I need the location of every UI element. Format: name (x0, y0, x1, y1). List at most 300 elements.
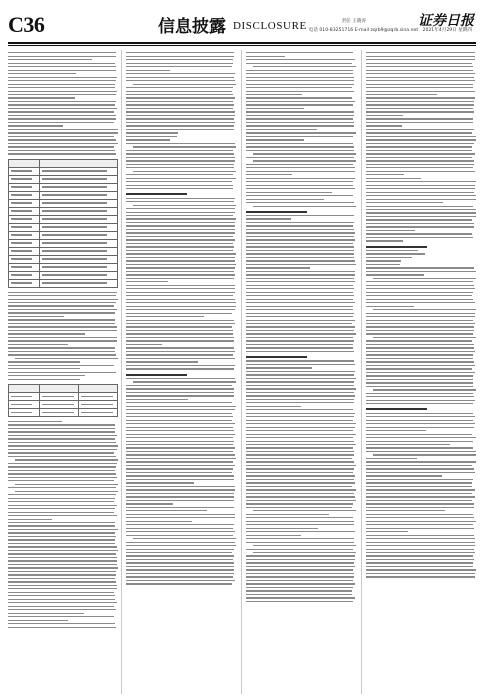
text-line (246, 253, 354, 254)
text-line (126, 517, 235, 518)
text-line (366, 281, 473, 282)
text-line (366, 188, 475, 189)
text-line (366, 354, 473, 355)
text-line (366, 333, 473, 334)
table-cell (39, 384, 78, 392)
table-cell (9, 175, 40, 183)
text-line (246, 56, 285, 57)
text-line (366, 555, 473, 556)
text-line (126, 218, 236, 219)
text-line (15, 459, 118, 460)
text-line (126, 70, 170, 71)
text-line (246, 188, 355, 189)
text-line (8, 585, 117, 586)
text-line (366, 416, 475, 417)
text-line (126, 129, 234, 130)
text-line (8, 379, 80, 380)
table-cell (9, 392, 40, 400)
text-line (8, 508, 115, 509)
text-line (246, 447, 353, 448)
text-line (366, 517, 474, 518)
table-cell (39, 400, 78, 408)
text-line (366, 400, 475, 401)
text-line (366, 458, 417, 459)
text-line (126, 545, 236, 546)
text-line (8, 295, 116, 296)
text-line (366, 559, 474, 560)
text-line (246, 597, 355, 598)
text-line (126, 392, 234, 393)
text-line (246, 278, 354, 279)
text-line (246, 333, 356, 334)
text-line (366, 59, 475, 60)
table-cell (39, 263, 117, 271)
text-line (246, 108, 304, 109)
text-line (8, 445, 118, 446)
text-line (246, 517, 353, 518)
table-cell (9, 279, 40, 287)
text-line (246, 299, 353, 300)
text-line (246, 423, 356, 424)
text-line (246, 371, 355, 372)
text-line (246, 573, 354, 574)
text-line (126, 409, 235, 410)
text-line (366, 472, 475, 473)
text-line (366, 178, 421, 179)
text-line (246, 496, 355, 497)
text-line (126, 330, 233, 331)
text-line (246, 441, 354, 442)
text-line (126, 420, 232, 421)
text-line (126, 91, 232, 92)
text-line (126, 461, 233, 462)
text-line (366, 253, 425, 254)
text-line (126, 542, 235, 543)
text-line (8, 512, 114, 513)
text-line (366, 52, 475, 53)
text-line (8, 354, 116, 355)
text-line (133, 381, 236, 382)
text-line (366, 351, 475, 352)
text-line (246, 514, 329, 515)
text-line (246, 524, 354, 525)
text-line (246, 171, 355, 172)
text-line (246, 385, 354, 386)
text-line (8, 529, 118, 530)
text-line (126, 101, 233, 102)
table-cell (9, 271, 40, 279)
text-line (126, 185, 233, 186)
text-line (15, 484, 118, 485)
text-line (366, 510, 445, 511)
table-cell (9, 408, 40, 416)
text-line (126, 288, 235, 289)
text-line (246, 285, 353, 286)
text-line (366, 240, 403, 241)
table-cell (9, 247, 40, 255)
text-line (8, 424, 115, 425)
text-line (126, 524, 234, 525)
table-cell (9, 167, 40, 175)
text-line (366, 316, 475, 317)
table-cell (78, 392, 117, 400)
table-row (9, 263, 118, 271)
text-line (366, 489, 475, 490)
text-line (8, 564, 117, 565)
text-line (366, 427, 474, 428)
text-line (246, 222, 354, 223)
text-line (366, 70, 473, 71)
text-line (246, 479, 354, 480)
text-line (366, 514, 473, 515)
text-line (126, 458, 236, 459)
text-line (246, 257, 354, 258)
table-row (9, 159, 118, 167)
text-line (126, 111, 235, 112)
text-line (126, 63, 233, 64)
text-line (246, 427, 355, 428)
text-line (366, 379, 473, 380)
text-line (246, 430, 353, 431)
text-line (126, 406, 236, 407)
text-line (246, 111, 354, 112)
text-line (366, 271, 476, 272)
text-line (8, 108, 117, 109)
text-line (126, 257, 235, 258)
table-cell (9, 199, 40, 207)
text-line (8, 602, 117, 603)
text-line (366, 475, 442, 476)
text-line (126, 562, 234, 563)
text-line (8, 431, 115, 432)
text-line (126, 122, 235, 123)
text-line (8, 84, 115, 85)
text-line (246, 388, 356, 389)
text-line (366, 192, 474, 193)
table-cell (78, 400, 117, 408)
table-cell (9, 239, 40, 247)
text-line (8, 368, 80, 369)
text-line (8, 70, 116, 71)
text-line (246, 378, 356, 379)
text-line (126, 340, 234, 341)
text-line (366, 413, 473, 414)
text-line (246, 392, 354, 393)
text-line (126, 309, 235, 310)
text-line (8, 66, 116, 67)
text-line (246, 264, 356, 265)
text-line (246, 132, 356, 133)
text-line (366, 250, 418, 251)
column-divider (121, 50, 122, 694)
text-line (126, 475, 234, 476)
text-line (126, 150, 233, 151)
text-line (126, 573, 234, 574)
text-column-2 (126, 50, 236, 694)
text-line (8, 473, 116, 474)
table-row (9, 223, 118, 231)
text-line (126, 489, 235, 490)
text-line (366, 288, 475, 289)
text-line (366, 226, 474, 227)
text-line (246, 489, 356, 490)
table-cell (9, 384, 40, 392)
text-line (246, 295, 354, 296)
table-cell (9, 207, 40, 215)
text-line (126, 361, 198, 362)
text-line (126, 472, 232, 473)
text-line (126, 271, 234, 272)
text-line (246, 503, 353, 504)
text-line (126, 500, 234, 501)
text-line (8, 94, 116, 95)
text-line (246, 243, 353, 244)
text-line (253, 510, 356, 511)
text-line (126, 402, 232, 403)
text-line (8, 344, 68, 345)
table-row (9, 384, 118, 392)
table-cell (39, 159, 117, 167)
text-line (126, 198, 235, 199)
text-line (126, 437, 233, 438)
text-line (253, 206, 356, 207)
text-line (366, 295, 472, 296)
table-cell (39, 255, 117, 263)
text-line (246, 451, 354, 452)
text-line (126, 344, 162, 345)
text-line (126, 427, 233, 428)
text-line (126, 521, 192, 522)
text-line (366, 63, 472, 64)
text-line (246, 306, 353, 307)
text-line (126, 347, 234, 348)
text-line (8, 539, 115, 540)
text-line (126, 320, 234, 321)
text-line (126, 468, 233, 469)
text-line (246, 52, 353, 53)
text-line (366, 257, 412, 258)
text-line (366, 507, 474, 508)
text-line (246, 195, 353, 196)
table-cell (9, 231, 40, 239)
text-line (8, 125, 63, 126)
text-line (246, 199, 324, 200)
text-line (366, 528, 474, 529)
text-line (126, 351, 235, 352)
text-line (246, 395, 355, 396)
text-line (126, 514, 235, 515)
text-line (366, 306, 414, 307)
text-line (126, 52, 234, 53)
section-title: 信息披露 (158, 17, 226, 37)
text-line (126, 299, 235, 300)
text-line (366, 174, 404, 175)
text-line (366, 531, 408, 532)
text-line (366, 274, 424, 275)
text-line (126, 239, 235, 240)
text-line (8, 104, 115, 105)
text-line (366, 447, 473, 448)
text-line (246, 420, 353, 421)
text-line (253, 66, 356, 67)
text-line (246, 59, 355, 60)
text-line (8, 428, 115, 429)
text-line (246, 521, 354, 522)
text-line (126, 482, 194, 483)
text-line (373, 309, 476, 310)
table-cell (78, 384, 117, 392)
text-line (366, 441, 473, 442)
text-line (366, 496, 475, 497)
table-cell (39, 167, 117, 175)
text-line (246, 326, 355, 327)
text-line (126, 178, 236, 179)
text-line (246, 583, 355, 584)
text-line (8, 613, 84, 614)
text-line (8, 466, 116, 467)
text-line (126, 97, 235, 98)
text-line (8, 574, 116, 575)
text-line (8, 581, 116, 582)
text-line (8, 463, 117, 464)
text-line (8, 80, 116, 81)
text-line (246, 94, 302, 95)
text-line (366, 482, 472, 483)
text-line (8, 498, 115, 499)
text-line (126, 583, 232, 584)
text-line (8, 305, 114, 306)
text-line (366, 361, 474, 362)
text-line (246, 364, 355, 365)
text-line (366, 202, 443, 203)
text-line (126, 157, 235, 158)
text-line (366, 320, 473, 321)
text-line (126, 160, 235, 161)
table-cell (39, 279, 117, 287)
text-line (126, 399, 188, 400)
text-line (246, 229, 354, 230)
text-line (366, 535, 474, 536)
table-row (9, 207, 118, 215)
text-line (8, 438, 115, 439)
text-line (126, 552, 232, 553)
text-line (246, 590, 352, 591)
text-line (8, 494, 116, 495)
data-table (8, 159, 118, 288)
text-line (246, 246, 354, 247)
text-line (126, 292, 235, 293)
text-line (126, 528, 233, 529)
text-line (126, 333, 233, 334)
text-line (246, 340, 354, 341)
text-line (246, 562, 354, 563)
text-line (8, 557, 117, 558)
table-row (9, 183, 118, 191)
text-line (126, 549, 234, 550)
text-line (126, 378, 235, 379)
text-line (246, 399, 354, 400)
text-line (126, 354, 233, 355)
text-line (246, 73, 353, 74)
text-line (8, 136, 114, 137)
text-line (366, 493, 472, 494)
text-line (366, 73, 475, 74)
text-line (366, 368, 472, 369)
text-line (366, 486, 472, 487)
table-row (9, 175, 118, 183)
text-line (366, 104, 474, 105)
text-line (246, 274, 355, 275)
text-line (373, 278, 476, 279)
text-line (246, 309, 353, 310)
text-line (366, 199, 476, 200)
text-line (126, 496, 234, 497)
text-line (126, 531, 235, 532)
text-line (126, 232, 235, 233)
text-line (246, 174, 292, 175)
text-line (8, 292, 117, 293)
text-line (366, 66, 473, 67)
table-row (9, 231, 118, 239)
text-line (8, 522, 115, 523)
heading-line (246, 356, 307, 358)
editor-line: 责任 王晓涛 (341, 19, 366, 24)
text-line (246, 232, 355, 233)
text-column-3 (246, 50, 356, 694)
text-line (366, 167, 473, 168)
text-line (246, 381, 354, 382)
text-line (246, 601, 353, 602)
text-line (8, 143, 118, 144)
table-row (9, 191, 118, 199)
text-line (8, 351, 115, 352)
text-line (246, 555, 355, 556)
text-line (373, 389, 476, 390)
text-line (126, 447, 235, 448)
text-line (126, 465, 235, 466)
text-line (246, 115, 354, 116)
text-line (126, 479, 234, 480)
table-cell (9, 400, 40, 408)
text-line (8, 333, 85, 334)
text-line (126, 295, 233, 296)
text-line (126, 493, 234, 494)
text-line (126, 510, 207, 511)
text-line (366, 542, 475, 543)
text-line (366, 122, 473, 123)
heading-line (366, 246, 427, 248)
text-line (246, 218, 291, 219)
text-line (126, 59, 233, 60)
text-line (126, 451, 233, 452)
page-number: C36 (8, 12, 45, 37)
text-line (8, 91, 117, 92)
text-line (8, 77, 117, 78)
table-row (9, 400, 118, 408)
text-line (8, 87, 115, 88)
text-line (246, 146, 354, 147)
text-line (246, 129, 317, 130)
text-line (8, 519, 52, 520)
text-line (8, 571, 116, 572)
text-line (126, 267, 235, 268)
table-row (9, 199, 118, 207)
text-line (366, 451, 476, 452)
text-line (366, 503, 474, 504)
text-line (366, 479, 473, 480)
text-line (126, 66, 232, 67)
text-line (126, 108, 233, 109)
